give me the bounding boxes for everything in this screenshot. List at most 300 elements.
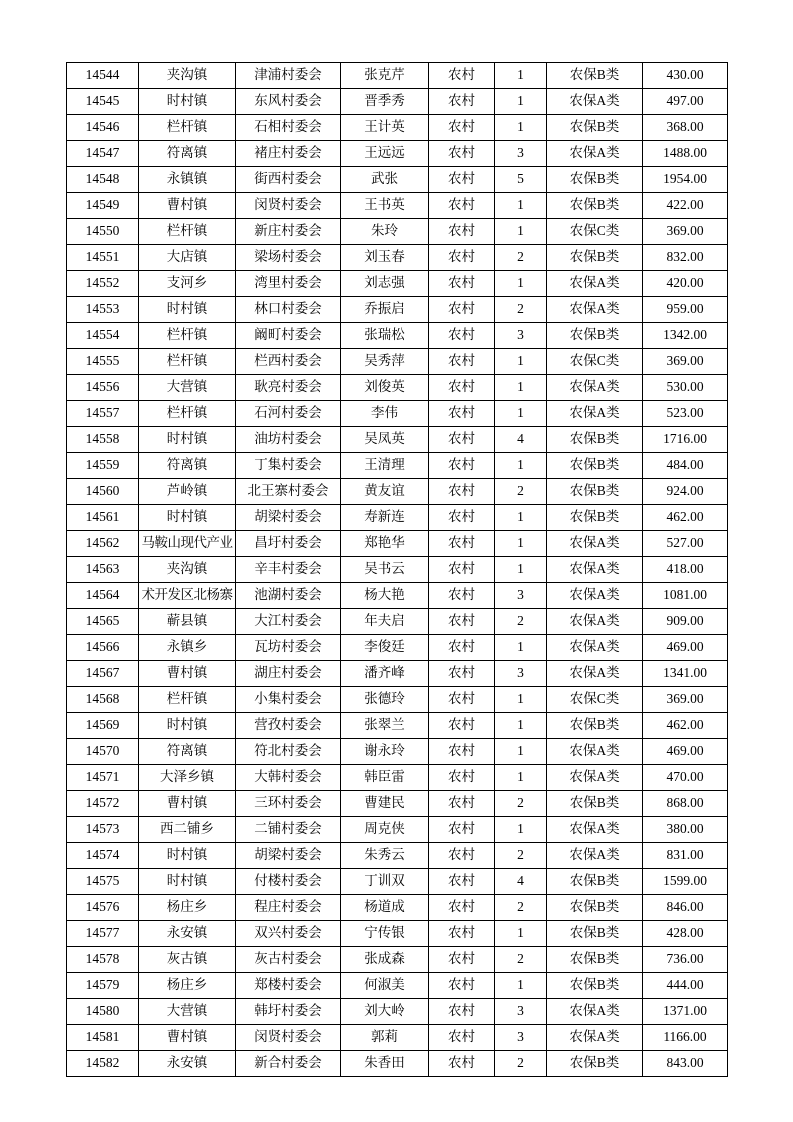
cell-type: 农村 <box>429 843 495 869</box>
cell-town: 永镇镇 <box>139 167 236 193</box>
cell-name: 王远远 <box>341 141 429 167</box>
cell-village: 栏西村委会 <box>236 349 341 375</box>
cell-count: 2 <box>495 479 547 505</box>
cell-amount: 924.00 <box>643 479 728 505</box>
table-row <box>67 505 728 531</box>
table-row <box>67 219 728 245</box>
table-row <box>67 349 728 375</box>
cell-village: 三环村委会 <box>236 791 341 817</box>
cell-name: 何淑美 <box>341 973 429 999</box>
cell-category: 农保C类 <box>547 349 643 375</box>
cell-amount: 428.00 <box>643 921 728 947</box>
cell-id: 14562 <box>67 531 139 557</box>
cell-amount: 523.00 <box>643 401 728 427</box>
cell-id: 14571 <box>67 765 139 791</box>
cell-town: 栏杆镇 <box>139 323 236 349</box>
cell-amount: 909.00 <box>643 609 728 635</box>
cell-category: 农保A类 <box>547 817 643 843</box>
cell-town: 时村镇 <box>139 843 236 869</box>
cell-category: 农保B类 <box>547 947 643 973</box>
cell-type: 农村 <box>429 817 495 843</box>
cell-id: 14570 <box>67 739 139 765</box>
cell-village: 闵贤村委会 <box>236 1025 341 1051</box>
cell-type: 农村 <box>429 115 495 141</box>
cell-name: 周克侠 <box>341 817 429 843</box>
table-row <box>67 89 728 115</box>
cell-count: 2 <box>495 791 547 817</box>
cell-name: 吴凤英 <box>341 427 429 453</box>
cell-count: 2 <box>495 609 547 635</box>
cell-town: 曹村镇 <box>139 791 236 817</box>
cell-count: 1 <box>495 505 547 531</box>
cell-town: 灰古镇 <box>139 947 236 973</box>
cell-name: 韩臣雷 <box>341 765 429 791</box>
table-row <box>67 531 728 557</box>
table-row <box>67 1051 728 1077</box>
cell-name: 潘齐峰 <box>341 661 429 687</box>
cell-category: 农保A类 <box>547 1025 643 1051</box>
cell-town: 蕲县镇 <box>139 609 236 635</box>
cell-category: 农保C类 <box>547 219 643 245</box>
cell-count: 2 <box>495 1051 547 1077</box>
cell-type: 农村 <box>429 713 495 739</box>
table-row <box>67 297 728 323</box>
cell-town: 杨庄乡 <box>139 973 236 999</box>
table-row <box>67 193 728 219</box>
table-row <box>67 271 728 297</box>
cell-village: 油坊村委会 <box>236 427 341 453</box>
table-row <box>67 843 728 869</box>
cell-id: 14572 <box>67 791 139 817</box>
cell-category: 农保B类 <box>547 1051 643 1077</box>
cell-category: 农保B类 <box>547 791 643 817</box>
cell-type: 农村 <box>429 141 495 167</box>
cell-id: 14546 <box>67 115 139 141</box>
cell-type: 农村 <box>429 661 495 687</box>
cell-village: 大韩村委会 <box>236 765 341 791</box>
cell-count: 1 <box>495 349 547 375</box>
cell-town: 曹村镇 <box>139 1025 236 1051</box>
cell-category: 农保B类 <box>547 505 643 531</box>
cell-category: 农保A类 <box>547 765 643 791</box>
cell-town: 符离镇 <box>139 739 236 765</box>
cell-category: 农保A类 <box>547 661 643 687</box>
table-row <box>67 401 728 427</box>
cell-id: 14554 <box>67 323 139 349</box>
cell-type: 农村 <box>429 89 495 115</box>
cell-village: 林口村委会 <box>236 297 341 323</box>
cell-amount: 418.00 <box>643 557 728 583</box>
cell-name: 刘志强 <box>341 271 429 297</box>
cell-amount: 1716.00 <box>643 427 728 453</box>
cell-count: 1 <box>495 219 547 245</box>
cell-id: 14550 <box>67 219 139 245</box>
cell-id: 14560 <box>67 479 139 505</box>
cell-name: 张瑞松 <box>341 323 429 349</box>
cell-category: 农保B类 <box>547 167 643 193</box>
cell-village: 二铺村委会 <box>236 817 341 843</box>
cell-id: 14573 <box>67 817 139 843</box>
cell-category: 农保B类 <box>547 245 643 271</box>
cell-village: 闵贤村委会 <box>236 193 341 219</box>
cell-village: 津浦村委会 <box>236 63 341 89</box>
cell-amount: 470.00 <box>643 765 728 791</box>
cell-category: 农保B类 <box>547 323 643 349</box>
cell-name: 王书英 <box>341 193 429 219</box>
table-row <box>67 661 728 687</box>
cell-amount: 444.00 <box>643 973 728 999</box>
cell-name: 刘大岭 <box>341 999 429 1025</box>
cell-count: 1 <box>495 271 547 297</box>
cell-count: 1 <box>495 531 547 557</box>
cell-name: 谢永玲 <box>341 739 429 765</box>
cell-village: 营孜村委会 <box>236 713 341 739</box>
cell-type: 农村 <box>429 765 495 791</box>
cell-amount: 1081.00 <box>643 583 728 609</box>
cell-type: 农村 <box>429 1025 495 1051</box>
cell-count: 1 <box>495 765 547 791</box>
cell-count: 1 <box>495 115 547 141</box>
cell-type: 农村 <box>429 947 495 973</box>
cell-count: 5 <box>495 167 547 193</box>
cell-town: 时村镇 <box>139 89 236 115</box>
cell-id: 14559 <box>67 453 139 479</box>
cell-amount: 462.00 <box>643 505 728 531</box>
cell-amount: 1341.00 <box>643 661 728 687</box>
cell-category: 农保A类 <box>547 583 643 609</box>
cell-id: 14555 <box>67 349 139 375</box>
cell-town: 支河乡 <box>139 271 236 297</box>
cell-name: 曹建民 <box>341 791 429 817</box>
cell-amount: 527.00 <box>643 531 728 557</box>
cell-type: 农村 <box>429 635 495 661</box>
table-row <box>67 141 728 167</box>
cell-id: 14565 <box>67 609 139 635</box>
cell-village: 梁场村委会 <box>236 245 341 271</box>
cell-name: 郭莉 <box>341 1025 429 1051</box>
cell-town: 术开发区北杨寨 <box>139 583 236 609</box>
cell-town: 栏杆镇 <box>139 349 236 375</box>
cell-category: 农保B类 <box>547 713 643 739</box>
cell-type: 农村 <box>429 193 495 219</box>
cell-town: 永安镇 <box>139 1051 236 1077</box>
cell-id: 14576 <box>67 895 139 921</box>
table-row <box>67 375 728 401</box>
cell-type: 农村 <box>429 245 495 271</box>
cell-category: 农保A类 <box>547 635 643 661</box>
cell-type: 农村 <box>429 505 495 531</box>
cell-village: 灰古村委会 <box>236 947 341 973</box>
table-row <box>67 167 728 193</box>
cell-count: 3 <box>495 583 547 609</box>
table-row <box>67 765 728 791</box>
table-body <box>67 63 728 1077</box>
cell-town: 曹村镇 <box>139 193 236 219</box>
cell-amount: 430.00 <box>643 63 728 89</box>
cell-id: 14564 <box>67 583 139 609</box>
table-row <box>67 895 728 921</box>
cell-count: 4 <box>495 869 547 895</box>
cell-amount: 369.00 <box>643 687 728 713</box>
cell-category: 农保B类 <box>547 453 643 479</box>
cell-amount: 369.00 <box>643 219 728 245</box>
cell-village: 新合村委会 <box>236 1051 341 1077</box>
cell-village: 大江村委会 <box>236 609 341 635</box>
cell-village: 郑楼村委会 <box>236 973 341 999</box>
cell-count: 1 <box>495 557 547 583</box>
cell-amount: 1371.00 <box>643 999 728 1025</box>
cell-count: 4 <box>495 427 547 453</box>
cell-id: 14574 <box>67 843 139 869</box>
table-row <box>67 63 728 89</box>
cell-village: 程庄村委会 <box>236 895 341 921</box>
cell-category: 农保B类 <box>547 479 643 505</box>
cell-name: 宁传银 <box>341 921 429 947</box>
cell-amount: 846.00 <box>643 895 728 921</box>
table-row <box>67 791 728 817</box>
cell-village: 瓦坊村委会 <box>236 635 341 661</box>
cell-id: 14556 <box>67 375 139 401</box>
cell-category: 农保A类 <box>547 609 643 635</box>
table-row <box>67 713 728 739</box>
table-row <box>67 583 728 609</box>
cell-count: 3 <box>495 661 547 687</box>
cell-id: 14557 <box>67 401 139 427</box>
cell-category: 农保A类 <box>547 375 643 401</box>
cell-amount: 1954.00 <box>643 167 728 193</box>
cell-town: 时村镇 <box>139 427 236 453</box>
cell-id: 14552 <box>67 271 139 297</box>
cell-category: 农保B类 <box>547 63 643 89</box>
cell-type: 农村 <box>429 219 495 245</box>
table-row <box>67 323 728 349</box>
cell-type: 农村 <box>429 167 495 193</box>
cell-town: 芦岭镇 <box>139 479 236 505</box>
cell-count: 3 <box>495 1025 547 1051</box>
cell-town: 时村镇 <box>139 713 236 739</box>
cell-type: 农村 <box>429 453 495 479</box>
cell-id: 14549 <box>67 193 139 219</box>
cell-id: 14581 <box>67 1025 139 1051</box>
cell-id: 14569 <box>67 713 139 739</box>
cell-name: 张成森 <box>341 947 429 973</box>
cell-category: 农保A类 <box>547 401 643 427</box>
cell-type: 农村 <box>429 895 495 921</box>
cell-type: 农村 <box>429 583 495 609</box>
cell-town: 大泽乡镇 <box>139 765 236 791</box>
cell-id: 14582 <box>67 1051 139 1077</box>
cell-type: 农村 <box>429 479 495 505</box>
cell-count: 1 <box>495 635 547 661</box>
cell-type: 农村 <box>429 557 495 583</box>
cell-id: 14566 <box>67 635 139 661</box>
cell-category: 农保A类 <box>547 999 643 1025</box>
cell-category: 农保A类 <box>547 557 643 583</box>
cell-name: 乔振启 <box>341 297 429 323</box>
cell-village: 辛丰村委会 <box>236 557 341 583</box>
cell-name: 李俊廷 <box>341 635 429 661</box>
cell-id: 14567 <box>67 661 139 687</box>
cell-count: 2 <box>495 947 547 973</box>
cell-amount: 469.00 <box>643 739 728 765</box>
cell-amount: 422.00 <box>643 193 728 219</box>
cell-name: 李伟 <box>341 401 429 427</box>
cell-count: 1 <box>495 401 547 427</box>
cell-category: 农保A类 <box>547 739 643 765</box>
cell-id: 14579 <box>67 973 139 999</box>
cell-type: 农村 <box>429 739 495 765</box>
cell-id: 14580 <box>67 999 139 1025</box>
cell-type: 农村 <box>429 63 495 89</box>
cell-village: 北王寨村委会 <box>236 479 341 505</box>
cell-town: 时村镇 <box>139 505 236 531</box>
cell-name: 张德玲 <box>341 687 429 713</box>
cell-village: 石相村委会 <box>236 115 341 141</box>
cell-amount: 420.00 <box>643 271 728 297</box>
cell-count: 1 <box>495 921 547 947</box>
cell-count: 2 <box>495 843 547 869</box>
cell-category: 农保B类 <box>547 973 643 999</box>
cell-amount: 380.00 <box>643 817 728 843</box>
cell-village: 韩圩村委会 <box>236 999 341 1025</box>
cell-category: 农保C类 <box>547 687 643 713</box>
cell-name: 张翠兰 <box>341 713 429 739</box>
cell-type: 农村 <box>429 1051 495 1077</box>
cell-village: 耿亮村委会 <box>236 375 341 401</box>
cell-id: 14577 <box>67 921 139 947</box>
cell-name: 杨大艳 <box>341 583 429 609</box>
cell-village: 付楼村委会 <box>236 869 341 895</box>
cell-town: 时村镇 <box>139 297 236 323</box>
cell-type: 农村 <box>429 687 495 713</box>
cell-village: 符北村委会 <box>236 739 341 765</box>
cell-category: 农保B类 <box>547 115 643 141</box>
cell-count: 2 <box>495 895 547 921</box>
cell-type: 农村 <box>429 323 495 349</box>
cell-name: 吴书云 <box>341 557 429 583</box>
cell-village: 双兴村委会 <box>236 921 341 947</box>
cell-village: 湖庄村委会 <box>236 661 341 687</box>
cell-id: 14545 <box>67 89 139 115</box>
table-row <box>67 557 728 583</box>
cell-count: 3 <box>495 323 547 349</box>
cell-village: 丁集村委会 <box>236 453 341 479</box>
cell-town: 栏杆镇 <box>139 115 236 141</box>
cell-village: 小集村委会 <box>236 687 341 713</box>
table-row <box>67 869 728 895</box>
cell-type: 农村 <box>429 609 495 635</box>
cell-type: 农村 <box>429 401 495 427</box>
cell-type: 农村 <box>429 999 495 1025</box>
cell-category: 农保A类 <box>547 297 643 323</box>
cell-name: 丁训双 <box>341 869 429 895</box>
cell-amount: 832.00 <box>643 245 728 271</box>
cell-id: 14548 <box>67 167 139 193</box>
cell-amount: 484.00 <box>643 453 728 479</box>
cell-town: 栏杆镇 <box>139 687 236 713</box>
cell-count: 1 <box>495 973 547 999</box>
cell-id: 14575 <box>67 869 139 895</box>
cell-count: 2 <box>495 297 547 323</box>
cell-amount: 530.00 <box>643 375 728 401</box>
cell-amount: 1342.00 <box>643 323 728 349</box>
cell-amount: 369.00 <box>643 349 728 375</box>
cell-village: 街西村委会 <box>236 167 341 193</box>
cell-category: 农保A类 <box>547 843 643 869</box>
table-row <box>67 453 728 479</box>
cell-town: 永镇乡 <box>139 635 236 661</box>
cell-town: 曹村镇 <box>139 661 236 687</box>
cell-type: 农村 <box>429 921 495 947</box>
table-row <box>67 999 728 1025</box>
cell-amount: 1166.00 <box>643 1025 728 1051</box>
cell-amount: 1599.00 <box>643 869 728 895</box>
cell-category: 农保A类 <box>547 141 643 167</box>
cell-count: 1 <box>495 739 547 765</box>
cell-name: 朱秀云 <box>341 843 429 869</box>
cell-count: 3 <box>495 999 547 1025</box>
cell-category: 农保B类 <box>547 921 643 947</box>
cell-id: 14551 <box>67 245 139 271</box>
cell-id: 14544 <box>67 63 139 89</box>
cell-name: 寿新连 <box>341 505 429 531</box>
cell-name: 张克芹 <box>341 63 429 89</box>
cell-name: 朱玲 <box>341 219 429 245</box>
cell-amount: 368.00 <box>643 115 728 141</box>
cell-id: 14578 <box>67 947 139 973</box>
table-row <box>67 1025 728 1051</box>
cell-count: 1 <box>495 713 547 739</box>
cell-name: 郑艳华 <box>341 531 429 557</box>
table-row <box>67 609 728 635</box>
cell-amount: 843.00 <box>643 1051 728 1077</box>
cell-town: 大店镇 <box>139 245 236 271</box>
cell-category: 农保A类 <box>547 531 643 557</box>
cell-town: 栏杆镇 <box>139 219 236 245</box>
cell-name: 刘玉春 <box>341 245 429 271</box>
cell-category: 农保A类 <box>547 89 643 115</box>
cell-town: 符离镇 <box>139 453 236 479</box>
cell-id: 14563 <box>67 557 139 583</box>
cell-name: 杨道成 <box>341 895 429 921</box>
cell-name: 朱香田 <box>341 1051 429 1077</box>
cell-town: 夹沟镇 <box>139 557 236 583</box>
cell-village: 昌圩村委会 <box>236 531 341 557</box>
table-row <box>67 947 728 973</box>
cell-town: 栏杆镇 <box>139 401 236 427</box>
cell-type: 农村 <box>429 869 495 895</box>
cell-category: 农保B类 <box>547 895 643 921</box>
cell-name: 王计英 <box>341 115 429 141</box>
cell-name: 黄友谊 <box>341 479 429 505</box>
table-row <box>67 635 728 661</box>
cell-type: 农村 <box>429 791 495 817</box>
cell-type: 农村 <box>429 349 495 375</box>
cell-village: 阚町村委会 <box>236 323 341 349</box>
cell-town: 符离镇 <box>139 141 236 167</box>
cell-type: 农村 <box>429 531 495 557</box>
cell-town: 大营镇 <box>139 375 236 401</box>
cell-village: 石河村委会 <box>236 401 341 427</box>
cell-town: 西二铺乡 <box>139 817 236 843</box>
cell-amount: 831.00 <box>643 843 728 869</box>
table-row <box>67 245 728 271</box>
cell-name: 年夫启 <box>341 609 429 635</box>
cell-village: 池湖村委会 <box>236 583 341 609</box>
cell-village: 胡梁村委会 <box>236 505 341 531</box>
cell-id: 14561 <box>67 505 139 531</box>
cell-town: 杨庄乡 <box>139 895 236 921</box>
